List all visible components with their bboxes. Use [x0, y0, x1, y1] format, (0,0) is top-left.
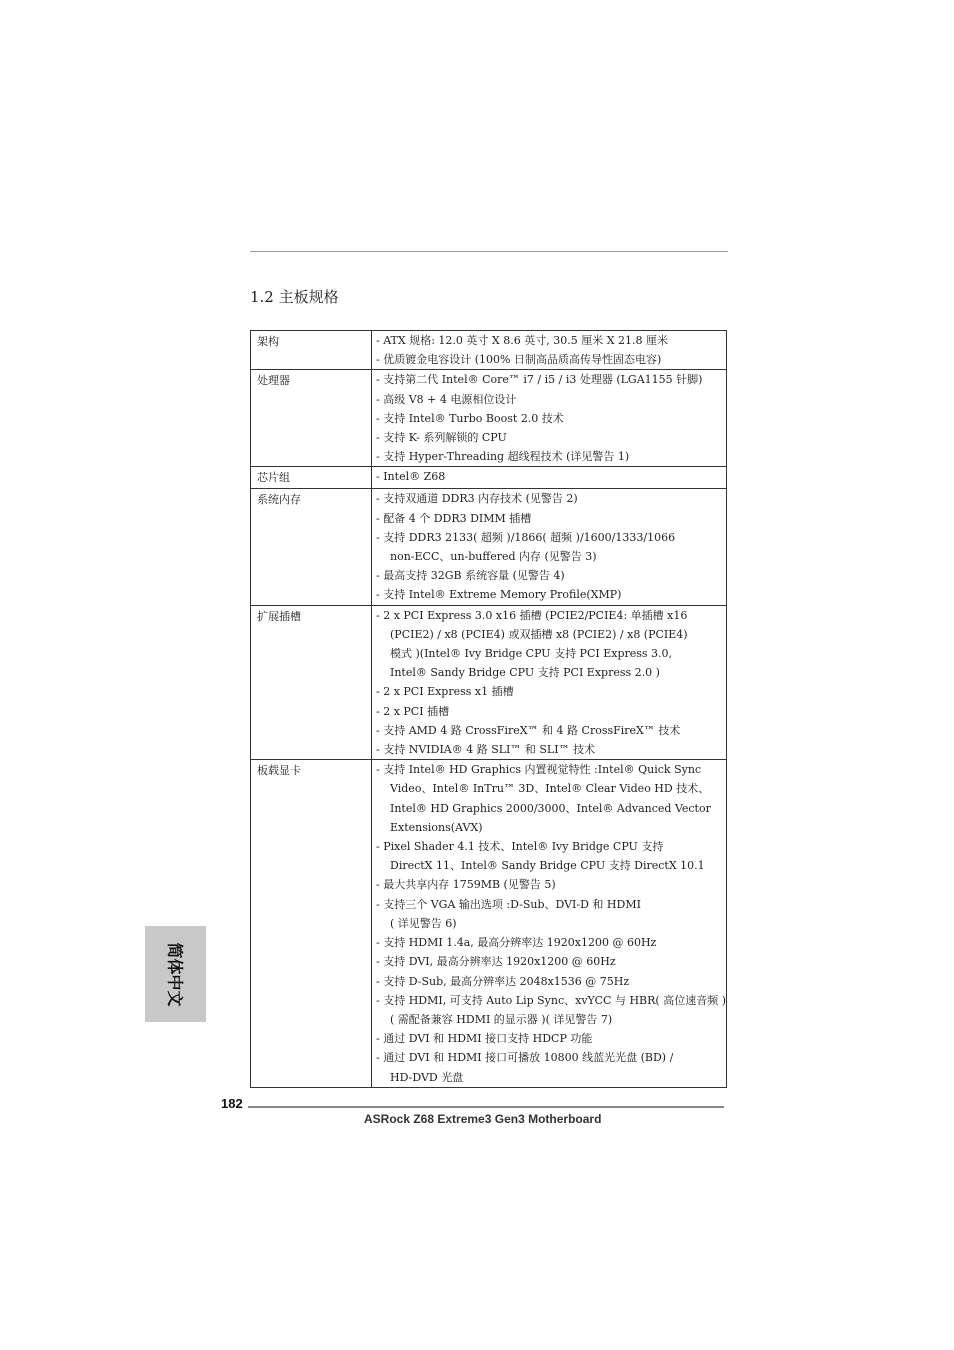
spec-line: Video、Intel® InTru™ 3D、Intel® Clear Video HD 技术、 — [390, 782, 710, 796]
spec-line: - 支持 D-Sub, 最高分辨率达 2048x1536 @ 75Hz — [376, 974, 630, 988]
footer-title: ASRock Z68 Extreme3 Gen3 Motherboard — [364, 1112, 602, 1126]
spec-line: - 支持 K- 系列解锁的 CPU — [376, 431, 507, 445]
spec-table — [250, 330, 727, 1088]
top-divider — [250, 251, 728, 252]
spec-row — [251, 489, 727, 605]
spec-line: - 支持 HDMI, 可支持 Auto Lip Sync、xvYCC 与 HBR( 高位速音频 ) — [376, 993, 726, 1007]
spec-label: 处理器 — [251, 370, 372, 467]
spec-line: - 支持 Hyper-Threading 超线程技术 (详见警告 1) — [376, 450, 630, 464]
spec-line: Intel® HD Graphics 2000/3000、Intel® Advanced Vector — [390, 801, 711, 815]
section-title: 1.2 主板规格 — [250, 288, 339, 306]
spec-line: - 2 x PCI Express 3.0 x16 插槽 (PCIE2/PCIE4: 单插槽 x16 — [376, 608, 688, 622]
spec-label: 扩展插槽 — [251, 605, 372, 760]
spec-line: - 支持 AMD 4 路 CrossFireX™ 和 4 路 CrossFireX™ 技术 — [376, 723, 681, 737]
spec-line: 模式 )(Intel® Ivy Bridge CPU 支持 PCI Express 3.0, — [390, 647, 673, 661]
spec-line: - 支持 NVIDIA® 4 路 SLI™ 和 SLI™ 技术 — [376, 743, 596, 757]
spec-line: Intel® Sandy Bridge CPU 支持 PCI Express 2.0 ) — [390, 666, 660, 680]
spec-row — [251, 605, 727, 760]
spec-line: - 支持三个 VGA 输出选项 :D-Sub、DVI-D 和 HDMI — [376, 897, 641, 911]
spec-line: (PCIE2) / x8 (PCIE4) 或双插槽 x8 (PCIE2) / x8 (PCIE4) — [390, 627, 688, 641]
language-tab-label: 简体中文 — [165, 941, 185, 1007]
spec-line: - 配备 4 个 DDR3 DIMM 插槽 — [376, 511, 532, 525]
spec-line: - Pixel Shader 4.1 技术、Intel® Ivy Bridge CPU 支持 — [376, 840, 664, 854]
spec-line: - 优质镀金电容设计 (100% 日制高品质高传导性固态电容) — [376, 353, 662, 367]
spec-label: 芯片组 — [251, 467, 372, 489]
spec-content — [372, 605, 727, 760]
spec-line: non-ECC、un-buffered 内存 (见警告 3) — [390, 550, 597, 564]
spec-content — [372, 331, 727, 370]
spec-line: - 支持 DVI, 最高分辨率达 1920x1200 @ 60Hz — [376, 955, 616, 969]
footer-divider — [248, 1106, 724, 1108]
spec-line: - 支持第二代 Intel® Core™ i7 / i5 / i3 处理器 (LGA1155 针脚) — [376, 373, 703, 387]
spec-line: ( 需配备兼容 HDMI 的显示器 )( 详见警告 7) — [390, 1012, 613, 1026]
spec-label: 架构 — [251, 331, 372, 370]
spec-line: - 支持 Intel® Extreme Memory Profile(XMP) — [376, 588, 622, 602]
spec-line: - ATX 规格: 12.0 英寸 X 8.6 英寸, 30.5 厘米 X 21.8 厘米 — [376, 334, 669, 347]
spec-row — [251, 467, 727, 489]
spec-line: - 2 x PCI 插槽 — [376, 704, 450, 718]
spec-line: - Intel® Z68 — [376, 470, 446, 484]
spec-label: 系统内存 — [251, 489, 372, 605]
spec-line: - 通过 DVI 和 HDMI 接口支持 HDCP 功能 — [376, 1032, 593, 1046]
spec-content — [372, 489, 727, 605]
page-number: 182 — [221, 1096, 243, 1111]
spec-line: Extensions(AVX) — [390, 820, 483, 834]
spec-content — [372, 370, 727, 467]
spec-line: - 支持 Intel® HD Graphics 内置视觉特性 :Intel® Quick Sync — [376, 763, 702, 777]
spec-label: 板载显卡 — [251, 760, 372, 1087]
spec-line: ( 详见警告 6) — [390, 916, 457, 930]
spec-row — [251, 760, 727, 1087]
spec-line: - 支持 Intel® Turbo Boost 2.0 技术 — [376, 411, 564, 425]
language-tab — [145, 926, 206, 1022]
spec-line: - 最大共享内存 1759MB (见警告 5) — [376, 878, 556, 892]
spec-row — [251, 370, 727, 467]
spec-content — [372, 760, 727, 1087]
spec-line: - 最高支持 32GB 系统容量 (见警告 4) — [376, 569, 565, 583]
spec-line: - 2 x PCI Express x1 插槽 — [376, 685, 514, 699]
spec-content — [372, 467, 727, 489]
spec-line: - 支持 HDMI 1.4a, 最高分辨率达 1920x1200 @ 60Hz — [376, 936, 657, 950]
spec-line: - 高级 V8 + 4 电源相位设计 — [376, 392, 517, 406]
spec-row — [251, 331, 727, 370]
spec-line: HD-DVD 光盘 — [390, 1070, 464, 1084]
spec-line: DirectX 11、Intel® Sandy Bridge CPU 支持 DirectX 10.1 — [390, 859, 705, 873]
spec-line: - 支持双通道 DDR3 内存技术 (见警告 2) — [376, 492, 578, 506]
spec-line: - 通过 DVI 和 HDMI 接口可播放 10800 线蓝光光盘 (BD) / — [376, 1051, 674, 1065]
spec-line: - 支持 DDR3 2133( 超频 )/1866( 超频 )/1600/1333/1066 — [376, 530, 676, 544]
